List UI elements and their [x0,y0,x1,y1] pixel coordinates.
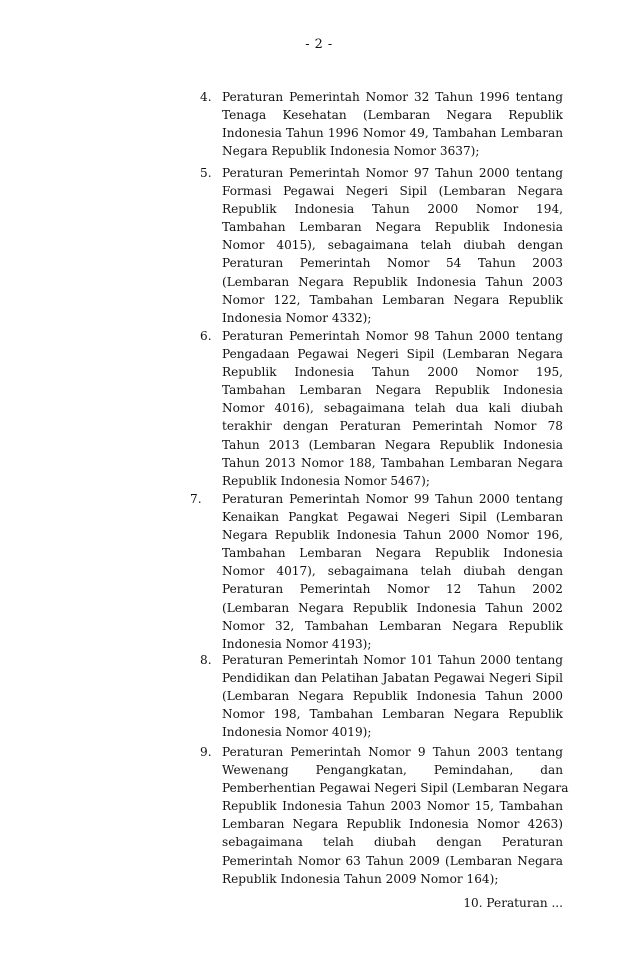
text-line: Kenaikan Pangkat Pegawai Negeri Sipil (Lembaran [222,510,563,525]
text-line: Peraturan Pemerintah Nomor 101 Tahun 2000 tentang [222,653,563,667]
next-page-catchword: 10. Peraturan ... [463,896,563,910]
text-line: Tahun 2013 Nomor 188, Tambahan Lembaran Negara [222,455,563,470]
text-line: (Lembaran Negara Republik Indonesia Tahun 2002 [222,600,563,615]
text-line: (Lembaran Negara Republik Indonesia Tahun 2003 [222,274,563,289]
text-line: Indonesia Nomor 4019); [222,725,372,740]
text-line: Pendidikan dan Pelatihan Jabatan Pegawai Negeri Sipil [222,671,563,686]
page-number: - 2 - [305,37,333,52]
text-line: Negara Republik Indonesia Tahun 2000 Nomor 196, [222,528,563,543]
text-line: Negara Republik Indonesia Nomor 3637); [222,144,480,159]
text-line: Peraturan Pemerintah Nomor 97 Tahun 2000 tentang [222,166,563,180]
text-line: Wewenang Pengangkatan, Pemindahan, dan [222,763,563,778]
item-number: 9. [200,745,212,759]
text-line: Peraturan Pemerintah Nomor 12 Tahun 2002 [222,582,563,597]
text-line: Peraturan Pemerintah Nomor 32 Tahun 1996 tentang [222,90,563,104]
text-line: Nomor 4017), sebagaimana telah diubah dengan [222,564,563,579]
item-text [222,164,563,327]
text-line: Peraturan Pemerintah Nomor 98 Tahun 2000 tentang [222,329,563,343]
item-number: 8. [200,653,212,667]
text-line: Nomor 122, Tambahan Lembaran Negara Republik [222,292,563,307]
item-number: 4. [200,90,212,104]
item-number: 7. [190,492,202,506]
text-line: (Lembaran Negara Republik Indonesia Tahun 2000 [222,689,563,704]
text-line: Indonesia Nomor 4332); [222,310,372,325]
text-line: Peraturan Pemerintah Nomor 99 Tahun 2000 tentang [222,492,563,506]
text-line: Tambahan Lembaran Negara Republik Indonesia [222,220,563,235]
item-text [222,88,563,160]
text-line: Nomor 4015), sebagaimana telah diubah dengan [222,238,563,253]
text-line: Pemberhentian Pegawai Negeri Sipil (Lembaran Negara [222,781,569,796]
text-line: Peraturan Pemerintah Nomor 54 Tahun 2003 [222,256,563,271]
text-line: Peraturan Pemerintah Nomor 9 Tahun 2003 tentang [222,745,563,759]
item-text [222,743,569,888]
text-line: Nomor 32, Tambahan Lembaran Negara Republik [222,618,563,633]
text-line: Pengadaan Pegawai Negeri Sipil (Lembaran Negara [222,347,563,362]
item-number: 6. [200,329,212,343]
text-line: Tahun 2013 (Lembaran Negara Republik Indonesia [222,437,563,452]
text-line: Lembaran Negara Republik Indonesia Nomor 4263) [222,817,563,832]
text-line: Republik Indonesia Tahun 2009 Nomor 164); [222,871,499,886]
item-text [222,651,563,741]
text-line: Tenaga Kesehatan (Lembaran Negara Republik [222,108,563,123]
text-line: Pemerintah Nomor 63 Tahun 2009 (Lembaran Negara [222,853,563,868]
text-line: Republik Indonesia Nomor 5467); [222,473,430,488]
text-line: terakhir dengan Peraturan Pemerintah Nomor 78 [222,419,563,434]
text-line: Tambahan Lembaran Negara Republik Indonesia [222,546,563,561]
text-line: sebagaimana telah diubah dengan Peraturan [222,835,563,850]
item-number: 5. [200,166,212,180]
item-text [222,327,563,490]
text-line: Nomor 198, Tambahan Lembaran Negara Republik [222,707,563,722]
text-line: Tambahan Lembaran Negara Republik Indonesia [222,383,563,398]
text-line: Republik Indonesia Tahun 2000 Nomor 195, [222,365,563,380]
text-line: Republik Indonesia Tahun 2003 Nomor 15, Tambahan [222,799,563,814]
text-line: Formasi Pegawai Negeri Sipil (Lembaran Negara [222,184,563,199]
text-line: Indonesia Tahun 1996 Nomor 49, Tambahan Lembaran [222,126,563,141]
text-line: Nomor 4016), sebagaimana telah dua kali diubah [222,401,563,416]
text-line: Republik Indonesia Tahun 2000 Nomor 194, [222,202,563,217]
item-text [222,490,563,653]
text-line: Indonesia Nomor 4193); [222,636,372,651]
